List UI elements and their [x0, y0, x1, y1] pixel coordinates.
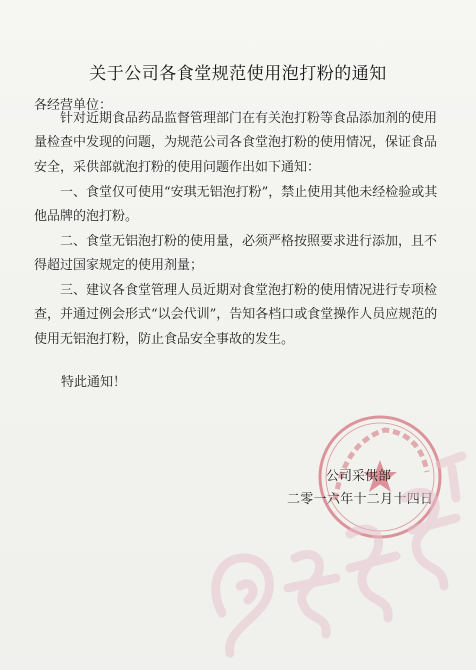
closing-line: 特此通知！: [61, 375, 127, 390]
notice-title: 关于公司各食堂规范使用泡打粉的通知: [89, 64, 387, 84]
item-two-paragraph: 二、食堂无铝泡打粉的使用量，必须严格按照要求进行添加，且不得超过国家规定的使用剂量；: [34, 234, 438, 274]
greeting: 各经营单位：: [34, 98, 113, 113]
item-one-paragraph: 一、食堂仅可使用“安琪无铝泡打粉”，禁止使用其他未经检验或其他品牌的泡打粉。: [34, 185, 438, 225]
intro-paragraph: 针对近期食品药品监督管理部门在有关泡打粉等食品添加剂的使用量检查中发现的问题，为规范公司各食堂泡打粉的使用情况，保证食品安全，采供部就泡打粉的使用问题作出如下通知：: [34, 111, 438, 175]
item-three-paragraph: 三、建议各食堂管理人员近期对食堂泡打粉的使用情况进行专项检查，并通过例会形式“以会代训”，告知各档口或食堂操作人员应规范的使用无铝泡打粉，防止食品安全事故的发生。: [34, 283, 438, 347]
signature-date: 二零一六年十二月十四日: [287, 492, 434, 507]
signature-department: 公司采供部: [326, 469, 392, 484]
corner-watermark: [200, 438, 476, 670]
